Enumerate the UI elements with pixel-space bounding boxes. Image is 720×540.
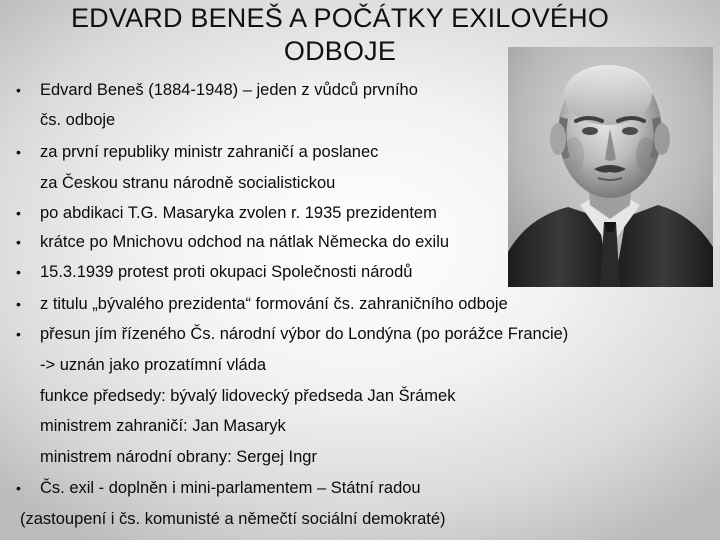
bullet-marker: • [16,144,21,160]
list-item: po abdikaci T.G. Masaryka zvolen r. 1935 prezidentem [40,204,437,222]
bullet-marker: • [16,326,21,342]
portrait-image [508,47,713,287]
list-item: přesun jím řízeného Čs. národní výbor do Londýna (po porážce Francie) [40,325,569,343]
bullet-marker: • [16,480,21,496]
list-item: Čs. exil - doplněn i mini-parlamentem – Státní radou [40,479,421,497]
bullet-marker: • [16,205,21,221]
list-item-continuation: ministrem národní obrany: Sergej Ingr [40,448,317,466]
list-item: Edvard Beneš (1884-1948) – jeden z vůdců prvního [40,81,418,99]
bullet-marker: • [16,296,21,312]
bullet-marker: • [16,82,21,98]
list-item: z titulu „bývalého prezidenta“ formování čs. zahraničního odboje [40,295,508,313]
list-item: krátce po Mnichovu odchod na nátlak Německa do exilu [40,233,450,251]
list-item-continuation: -> uznán jako prozatímní vláda [40,356,267,374]
list-item-continuation: čs. odboje [40,111,116,129]
list-item: 15.3.1939 protest proti okupaci Společnosti národů [40,263,413,281]
list-item-continuation: funkce předsedy: bývalý lidovecký předseda Jan Šrámek [40,387,456,405]
list-item: za první republiky ministr zahraničí a poslanec [40,143,379,161]
list-item-continuation: (zastoupení i čs. komunisté a němečtí sociální demokraté) [20,510,446,528]
list-item-continuation: za Českou stranu národně socialistickou [40,174,336,192]
list-item-continuation: ministrem zahraničí: Jan Masaryk [40,417,286,435]
bullet-marker: • [16,264,21,280]
slide-title-line-1: EDVARD BENEŠ A POČÁTKY EXILOVÉHO [70,3,610,33]
bullet-marker: • [16,234,21,250]
portrait-photo [508,47,713,287]
slide-title-line-2: ODBOJE [283,36,397,66]
